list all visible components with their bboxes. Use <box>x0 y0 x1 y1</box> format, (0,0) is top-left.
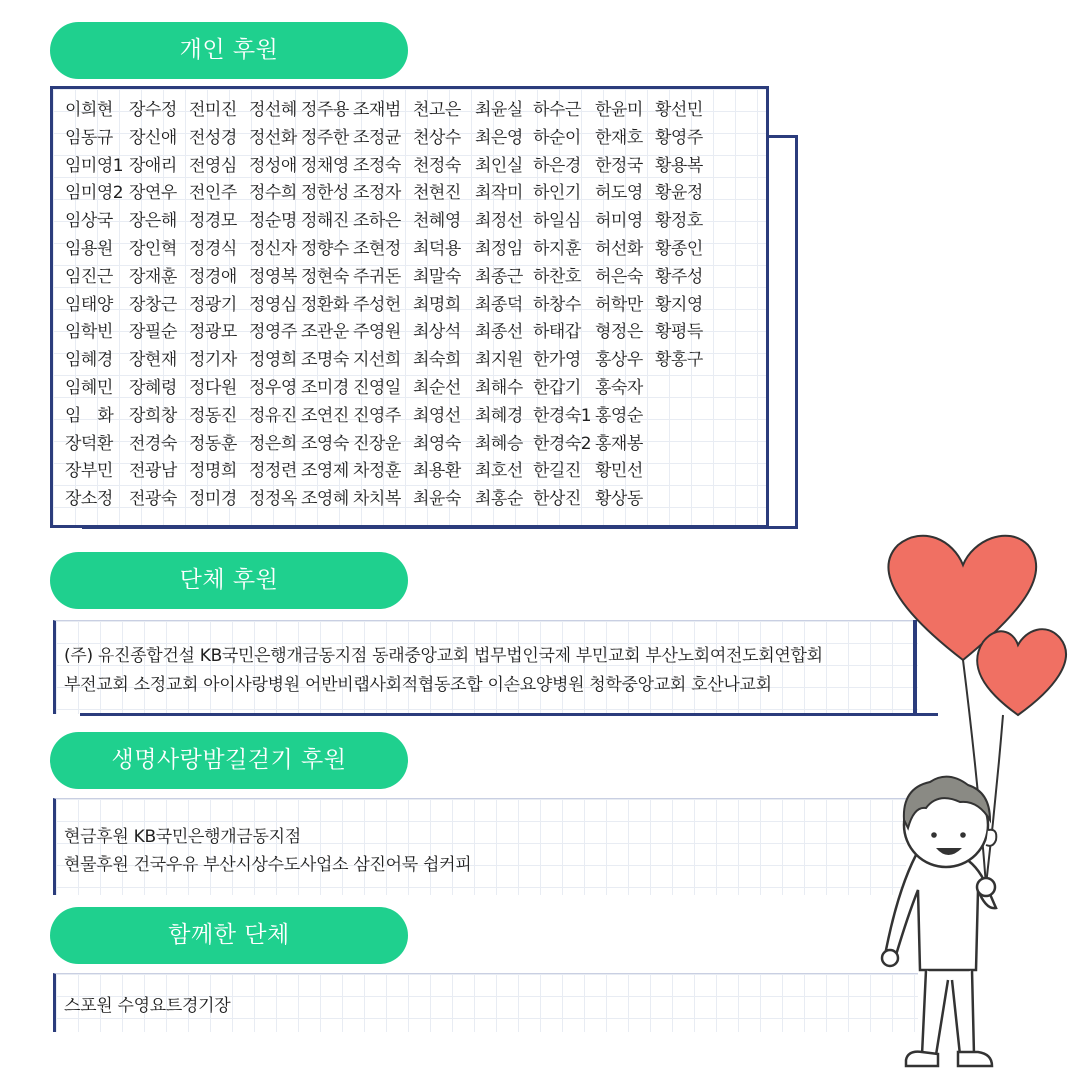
donor-name: 허선화 <box>595 238 643 259</box>
group-box-bottom-border <box>80 713 938 716</box>
partner-box <box>53 973 918 1032</box>
donor-name: 정기자 <box>189 350 237 371</box>
donor-name: 최지원 <box>475 350 523 371</box>
donor-name: 전인주 <box>189 183 237 204</box>
donor-name: 허학만 <box>595 294 643 315</box>
walk-donor-line: 현물후원 건국우유 부산시상수도사업소 삼진어묵 쉽커피 <box>64 855 472 875</box>
donor-name: 최윤숙 <box>413 489 461 510</box>
heart-balloon-small <box>977 629 1066 715</box>
donor-name: 임진근 <box>65 266 113 287</box>
donor-name: 정신자 <box>249 238 297 259</box>
donor-name: 장애리 <box>129 155 177 176</box>
donor-name: 장부민 <box>65 461 113 482</box>
kid-eye <box>931 832 937 838</box>
donor-name: 장창근 <box>129 294 177 315</box>
kid-eye <box>960 832 966 838</box>
donor-name: 정다원 <box>189 377 237 398</box>
donor-name: 장필순 <box>129 322 177 343</box>
group-donor-line: 부전교회 소정교회 아이사랑병원 어반비랩사회적협동조합 이손요양병원 청학중앙교회 호산나교회 <box>64 675 772 695</box>
donor-name: 장수정 <box>129 100 177 120</box>
donor-name: 한정국 <box>595 155 643 176</box>
donor-name: 전경숙 <box>129 433 177 454</box>
donor-name: 정향수 <box>301 238 349 259</box>
donor-name: 한재호 <box>595 127 643 148</box>
donor-name: 임 화 <box>65 405 114 426</box>
donor-name: 황민선 <box>595 461 643 482</box>
donor-name: 조하은 <box>353 211 401 232</box>
donor-name: 전광남 <box>129 461 177 482</box>
donor-name: 임태양 <box>65 294 113 315</box>
donor-name: 최혜경 <box>475 405 523 426</box>
donor-name: 정환화 <box>301 294 349 315</box>
donor-name: 조정균 <box>353 127 401 148</box>
donor-name: 조명숙 <box>301 350 349 371</box>
donor-name: 장연우 <box>129 183 177 204</box>
donor-name: 허은숙 <box>595 266 643 287</box>
section-title-individual: 개인 후원 <box>50 22 408 79</box>
donor-name: 최해수 <box>475 377 523 398</box>
donor-name: 정한성 <box>301 183 349 204</box>
donor-name: 조관운 <box>301 322 349 343</box>
donor-name: 정정련 <box>249 461 297 482</box>
donor-name: 정미경 <box>189 489 237 510</box>
partner-line: 스포원 수영요트경기장 <box>64 996 231 1016</box>
donor-name: 최명희 <box>413 294 461 315</box>
donor-name: 하은경 <box>533 155 581 176</box>
donor-name: 정영심 <box>249 294 297 315</box>
donor-name: 황평득 <box>655 322 703 343</box>
donor-name: 하인기 <box>533 183 581 204</box>
donor-name <box>655 486 713 514</box>
donor-name: 진영주 <box>353 405 401 426</box>
donor-name: 황영주 <box>655 127 703 148</box>
donor-name: 최영숙 <box>413 433 461 454</box>
kid-shoe <box>906 1052 938 1066</box>
donor-name: 최정임 <box>475 238 523 259</box>
donor-name: 하수근 <box>533 100 581 120</box>
donor-name: 최숙희 <box>413 350 461 371</box>
donor-name: 허미영 <box>595 211 643 232</box>
donor-name: 최종선 <box>475 322 523 343</box>
donor-name: 전성경 <box>189 127 237 148</box>
donor-name: 전영심 <box>189 155 237 176</box>
kid-with-heart-balloons-illustration <box>868 530 1078 1075</box>
donor-name: 정순명 <box>249 211 297 232</box>
donor-name: 황윤정 <box>655 183 703 204</box>
donor-name: 장은해 <box>129 211 177 232</box>
donor-name: 정영희 <box>249 350 297 371</box>
donor-name: 정동진 <box>189 405 237 426</box>
donor-name: 조정자 <box>353 183 401 204</box>
donor-name: 최인실 <box>475 155 523 176</box>
donor-name: 임미영1 <box>65 155 124 176</box>
kid-leg <box>922 970 948 1055</box>
donor-name: 최용환 <box>413 461 461 482</box>
donor-name: 황상동 <box>595 489 643 510</box>
donor-name: 임상국 <box>65 211 113 232</box>
donor-name: 황정호 <box>655 211 703 232</box>
donor-name: 장인혁 <box>129 238 177 259</box>
donor-name: 한상진 <box>533 489 581 510</box>
individual-donor-list <box>65 97 713 514</box>
donor-name: 정영주 <box>249 322 297 343</box>
donor-name: 장현재 <box>129 350 177 371</box>
donor-name: 조영제 <box>301 461 349 482</box>
donor-name: 전미진 <box>189 100 237 120</box>
donor-name: 천고은 <box>413 100 461 120</box>
donor-name: 홍상우 <box>595 350 643 371</box>
donor-name: 정주용 <box>301 100 349 120</box>
donor-name <box>655 375 713 403</box>
donor-name: 정광모 <box>189 322 237 343</box>
donor-name: 임미영2 <box>65 183 124 204</box>
donor-name: 지선희 <box>353 350 401 371</box>
donor-name: 한길진 <box>533 461 581 482</box>
donor-name: 조재범 <box>353 100 401 120</box>
donor-name: 전광숙 <box>129 489 177 510</box>
donor-name: 홍영순 <box>595 405 643 426</box>
donor-name: 진영일 <box>353 377 401 398</box>
donor-name: 정주한 <box>301 127 349 148</box>
kid-hand <box>977 878 995 896</box>
donor-name: 임동규 <box>65 127 113 148</box>
donor-name: 천정숙 <box>413 155 461 176</box>
donor-name: 장덕환 <box>65 433 113 454</box>
donor-name: 천현진 <box>413 183 461 204</box>
donor-name: 최혜승 <box>475 433 523 454</box>
donor-name: 황주성 <box>655 266 703 287</box>
donor-name: 장소정 <box>65 489 113 510</box>
donor-name: 하태갑 <box>533 322 581 343</box>
donor-name: 차정훈 <box>353 461 401 482</box>
donor-name: 정명희 <box>189 461 237 482</box>
donor-name: 한가영 <box>533 350 581 371</box>
donor-name: 장희창 <box>129 405 177 426</box>
donor-name: 임혜민 <box>65 377 113 398</box>
group-donor-box <box>53 620 918 714</box>
donor-name: 장혜령 <box>129 377 177 398</box>
donor-name: 정동훈 <box>189 433 237 454</box>
donor-name: 조현정 <box>353 238 401 259</box>
donor-name: 하찬호 <box>533 266 581 287</box>
donor-name: 정선화 <box>249 127 297 148</box>
donor-name: 정경모 <box>189 211 237 232</box>
donor-name: 황지영 <box>655 294 703 315</box>
donor-name: 황홍구 <box>655 350 703 371</box>
donor-name: 최윤실 <box>475 100 523 120</box>
donor-name: 정은희 <box>249 433 297 454</box>
donor-name: 차치복 <box>353 489 401 510</box>
donor-name: 주영원 <box>353 322 401 343</box>
donor-name: 최정선 <box>475 211 523 232</box>
donor-name <box>655 431 713 459</box>
donor-name: 최순선 <box>413 377 461 398</box>
section-title-partners: 함께한 단체 <box>50 907 408 964</box>
group-donor-line: (주) 유진종합건설 KB국민은행개금동지점 동래중앙교회 법무법인국제 부민교회 부산노회여전도회연합회 <box>64 646 823 666</box>
kid-body <box>886 855 996 970</box>
donor-name: 주성헌 <box>353 294 401 315</box>
donor-name: 한윤미 <box>595 100 643 120</box>
donor-name: 황종인 <box>655 238 703 259</box>
donor-name: 조연진 <box>301 405 349 426</box>
donor-name: 주귀돈 <box>353 266 401 287</box>
donor-name: 정선혜 <box>249 100 297 120</box>
donor-name: 조영숙 <box>301 433 349 454</box>
donor-name: 천상수 <box>413 127 461 148</box>
donor-name: 최호선 <box>475 461 523 482</box>
donor-name: 최홍순 <box>475 489 523 510</box>
donor-name: 정경식 <box>189 238 237 259</box>
donor-name: 정영복 <box>249 266 297 287</box>
donor-name: 장재훈 <box>129 266 177 287</box>
walk-donor-box <box>53 798 906 895</box>
donor-name: 정해진 <box>301 211 349 232</box>
donor-name: 정수희 <box>249 183 297 204</box>
section-title-walk: 생명사랑밤길걷기 후원 <box>50 732 408 789</box>
donor-name: 정채영 <box>301 155 349 176</box>
donor-name: 하순이 <box>533 127 581 148</box>
balloon-string <box>986 715 1003 885</box>
donor-name: 홍재봉 <box>595 433 643 454</box>
donor-name: 최종덕 <box>475 294 523 315</box>
donor-name: 하창수 <box>533 294 581 315</box>
donor-name: 최영선 <box>413 405 461 426</box>
donor-name: 최말숙 <box>413 266 461 287</box>
donor-name: 정광기 <box>189 294 237 315</box>
donor-name: 조정숙 <box>353 155 401 176</box>
donor-name <box>655 458 713 486</box>
donor-name: 장신애 <box>129 127 177 148</box>
donor-name: 천혜영 <box>413 211 461 232</box>
donor-name: 정우영 <box>249 377 297 398</box>
donor-name <box>655 403 713 431</box>
donor-name: 허도영 <box>595 183 643 204</box>
donor-name: 최종근 <box>475 266 523 287</box>
donor-name: 정현숙 <box>301 266 349 287</box>
donor-name: 조영혜 <box>301 489 349 510</box>
donor-name: 황선민 <box>655 100 703 120</box>
donor-name: 홍숙자 <box>595 377 643 398</box>
donor-name: 최작미 <box>475 183 523 204</box>
donor-name: 한경숙2 <box>533 433 592 454</box>
section-title-group: 단체 후원 <box>50 552 408 609</box>
donor-name: 한경숙1 <box>533 405 592 426</box>
donor-name: 황용복 <box>655 155 703 176</box>
donor-name: 정유진 <box>249 405 297 426</box>
donor-name: 최덕용 <box>413 238 461 259</box>
individual-donor-box <box>50 86 769 528</box>
donor-name: 조미경 <box>301 377 349 398</box>
donor-name: 형정은 <box>595 322 643 343</box>
donor-name: 진장운 <box>353 433 401 454</box>
donor-name: 임용원 <box>65 238 113 259</box>
kid-shoe <box>958 1052 992 1066</box>
donor-name: 임혜경 <box>65 350 113 371</box>
donor-name: 정경애 <box>189 266 237 287</box>
donor-name: 이희현 <box>65 100 113 120</box>
kid-hand <box>882 950 898 966</box>
donor-name: 한갑기 <box>533 377 581 398</box>
donor-name: 최상석 <box>413 322 461 343</box>
donor-name: 하지훈 <box>533 238 581 259</box>
donor-name: 정성애 <box>249 155 297 176</box>
kid-leg <box>952 970 974 1055</box>
donor-name: 정정옥 <box>249 489 297 510</box>
donor-name: 최은영 <box>475 127 523 148</box>
donor-name: 임학빈 <box>65 322 113 343</box>
walk-donor-line: 현금후원 KB국민은행개금동지점 <box>64 827 301 847</box>
donor-name: 하일심 <box>533 211 581 232</box>
